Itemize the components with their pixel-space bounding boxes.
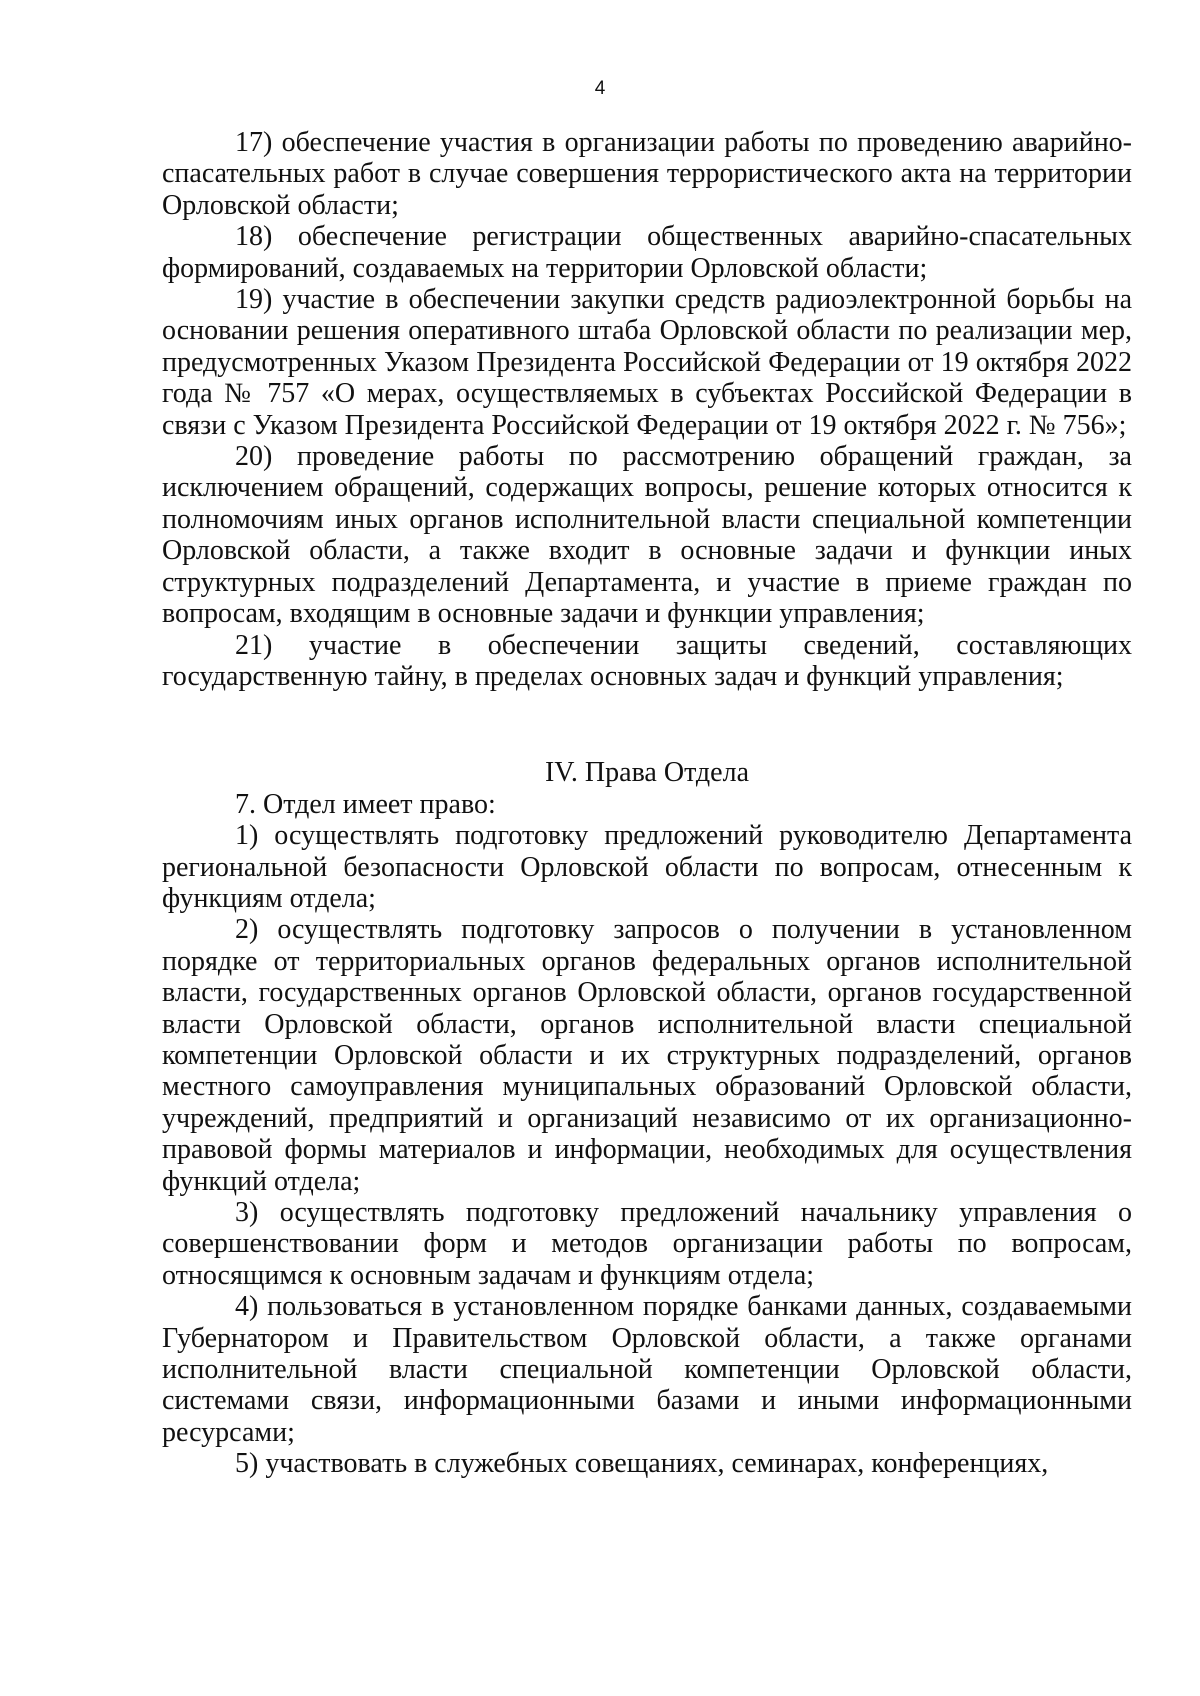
- page-number: 4: [594, 78, 606, 99]
- list-item-17: 17) обеспечение участия в организации работы по проведению аварийно-спасательных работ в случае совершения террористического акта на территории Орловской области;: [162, 127, 1132, 221]
- section-intro: 7. Отдел имеет право:: [235, 788, 496, 820]
- rights-item-1: 1) осуществлять подготовку предложений руководителю Департамента региональной безопасности Орловской области по вопросам, отнесенным к функциям отдела;: [162, 820, 1132, 914]
- rights-item-5: 5) участвовать в служебных совещаниях, семинарах, конференциях,: [235, 1448, 1049, 1480]
- rights-item-2: 2) осуществлять подготовку запросов о получении в установленном порядке от территориальных органов федеральных органов исполнительной власти, государственных органов Орловской области, органов государственной власти Орловской области, органов исполнительной власти специальной компетенции Орловской области и их структурных подразделений, органов местного самоуправления муниципальных образований Орловской области, учреждений, предприятий и организаций независимо от их организационно-правовой формы материалов и информации, необходимых для осуществления функций отдела;: [162, 914, 1132, 1197]
- list-item-20: 20) проведение работы по рассмотрению обращений граждан, за исключением обращений, содержащих вопросы, решение которых относится к полномочиям иных органов исполнительной власти специальной компетенции Орловской области, а также входит в основные задачи и функции иных структурных подразделений Департамента, и участие в приеме граждан по вопросам, входящим в основные задачи и функции управления;: [162, 441, 1132, 630]
- list-item-19: 19) участие в обеспечении закупки средств радиоэлектронной борьбы на основании решения оперативного штаба Орловской области по реализации мер, предусмотренных Указом Президента Российской Федерации от 19 октября 2022 года № 757 «О мерах, осуществляемых в субъектах Российской Федерации в связи с Указом Президента Российской Федерации от 19 октября 2022 г. № 756»;: [162, 284, 1132, 441]
- list-item-18: 18) обеспечение регистрации общественных аварийно-спасательных формирований, создаваемых на территории Орловской области;: [162, 221, 1132, 284]
- list-item-21: 21) участие в обеспечении защиты сведений, составляющих государственную тайну, в пределах основных задач и функций управления;: [162, 629, 1132, 692]
- document-body: [162, 127, 1132, 1480]
- rights-item-4: 4) пользоваться в установленном порядке банками данных, создаваемыми Губернатором и Правительством Орловской области, а также органами исполнительной власти специальной компетенции Орловской области, системами связи, информационными базами и иными информационными ресурсами;: [162, 1291, 1132, 1448]
- section-title: IV. Права Отдела: [544, 757, 750, 789]
- rights-item-3: 3) осуществлять подготовку предложений начальнику управления о совершенствовании форм и методов организации работы по вопросам, относящимся к основным задачам и функциям отдела;: [162, 1197, 1132, 1291]
